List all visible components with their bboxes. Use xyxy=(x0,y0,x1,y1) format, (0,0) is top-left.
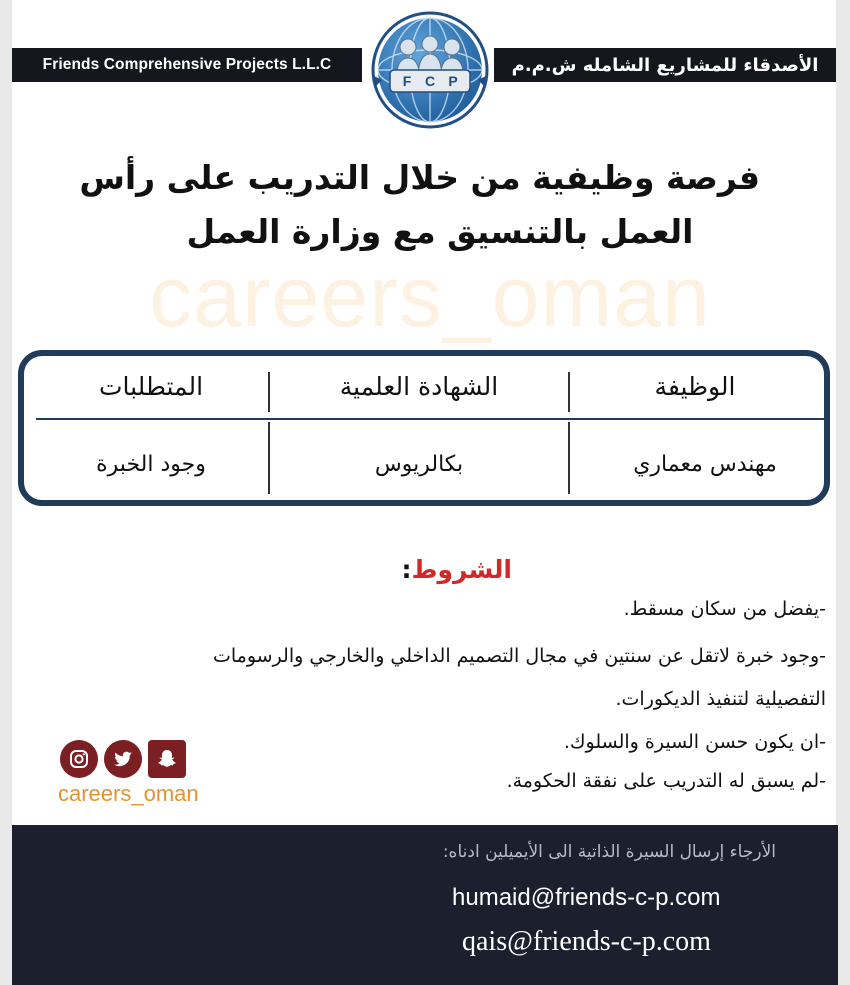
page-title-line-1: فرصة وظيفية من خلال التدريب على رأس xyxy=(79,158,760,197)
cell-requirements: وجود الخبرة xyxy=(96,452,206,477)
condition-line: -ان يكون حسن السيرة والسلوك. xyxy=(563,731,826,753)
email-link-humaid[interactable]: humaid@friends-c-p.com xyxy=(452,884,721,911)
email-link-qais[interactable]: qais@friends-c-p.com xyxy=(462,926,711,957)
company-name-ar-banner xyxy=(494,48,836,82)
logo-letter-c: C xyxy=(424,73,436,89)
page-frame-left xyxy=(0,0,12,985)
fcp-globe-logo xyxy=(370,10,490,130)
conditions-heading-text: الشروط xyxy=(411,555,512,584)
table-row-divider xyxy=(36,418,824,420)
snapchat-icon[interactable] xyxy=(148,740,186,778)
page-frame-right xyxy=(836,0,850,985)
twitter-icon[interactable] xyxy=(104,740,142,778)
instagram-icon[interactable] xyxy=(60,740,98,778)
header-requirements: المتطلبات xyxy=(98,372,204,401)
footer-note: الأرجاء إرسال السيرة الذاتية الى الأيميلين ادناه: xyxy=(442,842,776,862)
company-name-en: Friends Comprehensive Projects L.L.C xyxy=(42,56,332,73)
conditions-heading-colon: : xyxy=(401,555,412,584)
header-job: الوظيفة xyxy=(654,372,736,401)
condition-line: -وجود خبرة لاتقل عن سنتين في مجال التصميم الداخلي والخارجي والرسومات xyxy=(212,645,826,667)
condition-line: -يفضل من سكان مسقط. xyxy=(623,598,826,620)
header-degree: الشهادة العلمية xyxy=(339,372,499,401)
condition-line: -لم يسبق له التدريب على نفقة الحكومة. xyxy=(506,770,826,792)
company-name-en-banner xyxy=(12,48,362,82)
watermark: careers_oman xyxy=(149,249,711,345)
logo-letter-p: P xyxy=(448,73,458,89)
logo-letter-f: F xyxy=(402,73,412,89)
social-handle[interactable]: careers_oman xyxy=(58,781,199,806)
company-name-ar: الأصدقاء للمشاريع الشامله ش.م.م xyxy=(511,54,819,76)
job-table xyxy=(18,350,830,506)
cell-job: مهندس معماري xyxy=(633,452,777,477)
condition-line: التفصيلية لتنفيذ الديكورات. xyxy=(615,688,826,710)
conditions-heading xyxy=(402,555,512,584)
cell-degree: بكالريوس xyxy=(374,452,464,477)
page-title-line-2: العمل بالتنسيق مع وزارة العمل xyxy=(186,212,694,251)
social-icons xyxy=(60,740,186,778)
